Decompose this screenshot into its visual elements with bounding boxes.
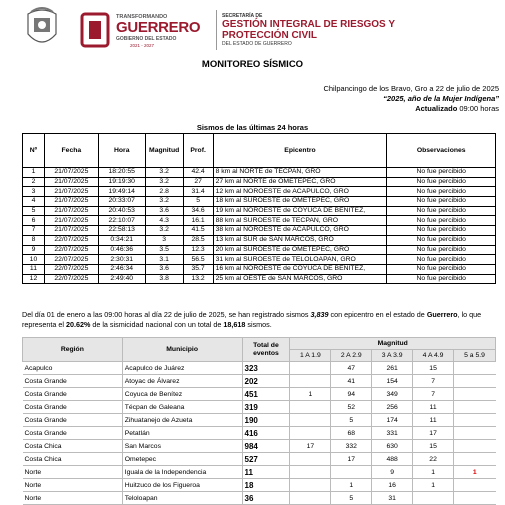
region-range-5 bbox=[454, 362, 496, 375]
col-depth: Prof. bbox=[183, 134, 213, 168]
region-range-2: 52 bbox=[331, 401, 372, 414]
summary-text-1: Del día 01 de enero a las 09:00 horas al día 22 de julio de 2025, se han registrado sismos bbox=[22, 310, 311, 319]
quake-num: 3 bbox=[23, 187, 45, 197]
quake-num: 11 bbox=[23, 264, 45, 274]
quake-date: 21/07/2025 bbox=[44, 197, 98, 207]
quake-row bbox=[23, 235, 496, 245]
region-range-3: 174 bbox=[372, 414, 413, 427]
region-municipio: San Marcos bbox=[122, 440, 242, 453]
quake-depth: 56.5 bbox=[183, 255, 213, 265]
region-row bbox=[23, 375, 496, 388]
summary-text-5: sismos. bbox=[245, 319, 272, 329]
summary-state: Guerrero bbox=[426, 310, 458, 319]
region-range-2: 332 bbox=[331, 440, 372, 453]
quake-date: 21/07/2025 bbox=[44, 216, 98, 226]
region-range-1 bbox=[290, 479, 331, 492]
quake-date: 21/07/2025 bbox=[44, 177, 98, 187]
col-epicenter: Epicentro bbox=[213, 134, 387, 168]
quake-num: 5 bbox=[23, 206, 45, 216]
quake-depth: 31.4 bbox=[183, 187, 213, 197]
region-total: 190 bbox=[242, 414, 290, 427]
region-municipio: Técpan de Galeana bbox=[122, 401, 242, 414]
region-row bbox=[23, 479, 496, 492]
region-municipio: Huitzuco de los Figueroa bbox=[122, 479, 242, 492]
col-magnitude: Magnitud bbox=[145, 134, 183, 168]
quake-epicenter: 38 km al NOROESTE de ACAPULCO, GRO bbox=[213, 226, 387, 236]
quake-row bbox=[23, 245, 496, 255]
quake-row bbox=[23, 168, 496, 178]
quake-time: 2:49:40 bbox=[98, 274, 145, 284]
region-row bbox=[23, 466, 496, 479]
quake-depth: 12.3 bbox=[183, 245, 213, 255]
col-range-4: 4 A 4.9 bbox=[413, 350, 454, 362]
quake-date: 22/07/2025 bbox=[44, 264, 98, 274]
logo-line3: GOBIERNO DEL ESTADO bbox=[116, 36, 177, 42]
quake-observations: No fue percibido bbox=[387, 216, 496, 226]
region-range-3: 16 bbox=[372, 479, 413, 492]
region-municipio: Iguala de la Independencia bbox=[122, 466, 242, 479]
region-region: Norte bbox=[23, 466, 123, 479]
col-total: Total de eventos bbox=[242, 338, 290, 362]
agency-line4: DEL ESTADO DE GUERRERO bbox=[222, 41, 292, 47]
region-range-4: 7 bbox=[413, 388, 454, 401]
quake-depth: 16.1 bbox=[183, 216, 213, 226]
region-total: 527 bbox=[242, 453, 290, 466]
region-region: Norte bbox=[23, 492, 123, 505]
updated-label: Actualizado bbox=[415, 104, 458, 113]
quake-observations: No fue percibido bbox=[387, 255, 496, 265]
quake-num: 8 bbox=[23, 235, 45, 245]
quake-row bbox=[23, 216, 496, 226]
region-municipio: Coyuca de Benítez bbox=[122, 388, 242, 401]
quake-magnitude: 3.6 bbox=[145, 264, 183, 274]
quake-depth: 42.4 bbox=[183, 168, 213, 178]
summary-text-4: de la sismicidad nacional con un total de bbox=[90, 319, 224, 329]
quake-depth: 35.7 bbox=[183, 264, 213, 274]
region-range-3: 154 bbox=[372, 375, 413, 388]
region-range-2: 41 bbox=[331, 375, 372, 388]
quake-epicenter: 19 km al NOROESTE de COYUCA DE BENITEZ, bbox=[213, 206, 387, 216]
col-range-3: 3 A 3.9 bbox=[372, 350, 413, 362]
region-range-1: 17 bbox=[290, 440, 331, 453]
region-row bbox=[23, 440, 496, 453]
quake-epicenter: 18 km al SUROESTE de OMETEPEC, GRO bbox=[213, 197, 387, 207]
quake-depth: 13.2 bbox=[183, 274, 213, 284]
quake-magnitude: 4.3 bbox=[145, 216, 183, 226]
region-range-4: 11 bbox=[413, 401, 454, 414]
region-total: 984 bbox=[242, 440, 290, 453]
quake-observations: No fue percibido bbox=[387, 197, 496, 207]
quake-time: 22:10:07 bbox=[98, 216, 145, 226]
region-range-5 bbox=[454, 453, 496, 466]
page-title: MONITOREO SÍSMICO bbox=[201, 59, 304, 70]
region-region: Norte bbox=[23, 479, 123, 492]
quake-num: 12 bbox=[23, 274, 45, 284]
region-range-1 bbox=[290, 375, 331, 388]
region-range-5 bbox=[454, 401, 496, 414]
region-range-5 bbox=[454, 479, 496, 492]
region-region: Costa Grande bbox=[23, 388, 123, 401]
region-range-3: 261 bbox=[372, 362, 413, 375]
region-range-1 bbox=[290, 401, 331, 414]
region-range-1 bbox=[290, 453, 331, 466]
region-range-2: 94 bbox=[331, 388, 372, 401]
quake-date: 21/07/2025 bbox=[44, 187, 98, 197]
region-range-4: 1 bbox=[413, 466, 454, 479]
quake-depth: 28.5 bbox=[183, 235, 213, 245]
region-range-1 bbox=[290, 427, 331, 440]
quake-magnitude: 3.6 bbox=[145, 206, 183, 216]
quake-depth: 41.5 bbox=[183, 226, 213, 236]
guerrero-emblem-icon bbox=[78, 10, 112, 50]
quake-magnitude: 3 bbox=[145, 235, 183, 245]
updated-time: 09:00 horas bbox=[459, 104, 499, 113]
regions-header-row-1 bbox=[23, 338, 496, 350]
quake-epicenter: 31 km al SUROESTE de TELOLOAPAN, GRO bbox=[213, 255, 387, 265]
region-range-5 bbox=[454, 375, 496, 388]
quake-observations: No fue percibido bbox=[387, 245, 496, 255]
quake-row bbox=[23, 187, 496, 197]
quake-magnitude: 3.2 bbox=[145, 226, 183, 236]
region-row bbox=[23, 492, 496, 505]
region-row bbox=[23, 388, 496, 401]
region-range-5 bbox=[454, 492, 496, 505]
region-total: 36 bbox=[242, 492, 290, 505]
region-range-2: 1 bbox=[331, 479, 372, 492]
region-range-4: 11 bbox=[413, 414, 454, 427]
quake-magnitude: 3.2 bbox=[145, 168, 183, 178]
region-region: Costa Grande bbox=[23, 414, 123, 427]
quake-magnitude: 2.8 bbox=[145, 187, 183, 197]
motto: “2025, año de la Mujer Indígena” bbox=[383, 94, 499, 103]
region-range-2: 5 bbox=[331, 414, 372, 427]
quake-time: 18:20:55 bbox=[98, 168, 145, 178]
region-range-2: 17 bbox=[331, 453, 372, 466]
summary-text-3: , lo que representa el bbox=[22, 310, 482, 329]
col-range-5: 5 a 5.9 bbox=[454, 350, 496, 362]
quake-num: 7 bbox=[23, 226, 45, 236]
region-row bbox=[23, 401, 496, 414]
quake-epicenter: 27 km al NORTE de OMETEPEC, GRO bbox=[213, 177, 387, 187]
col-municipio: Municipio bbox=[122, 338, 242, 362]
summary-national-total: 18,618 bbox=[223, 319, 246, 329]
col-magnitude-group: Magnitud bbox=[290, 338, 496, 350]
region-range-2 bbox=[331, 466, 372, 479]
agency-line2: GESTIÓN INTEGRAL DE RIESGOS Y bbox=[222, 19, 395, 30]
region-row bbox=[23, 427, 496, 440]
region-municipio: Atoyac de Álvarez bbox=[122, 375, 242, 388]
region-total: 451 bbox=[242, 388, 290, 401]
region-range-3: 349 bbox=[372, 388, 413, 401]
logo-line1: TRANSFORMANDO bbox=[116, 14, 168, 20]
region-total: 416 bbox=[242, 427, 290, 440]
region-range-3: 256 bbox=[372, 401, 413, 414]
region-range-1 bbox=[290, 492, 331, 505]
quake-magnitude: 3.8 bbox=[145, 274, 183, 284]
quake-epicenter: 25 km al OESTE de SAN MARCOS, GRO bbox=[213, 274, 387, 284]
region-range-4 bbox=[413, 492, 454, 505]
quake-observations: No fue percibido bbox=[387, 177, 496, 187]
region-range-2: 47 bbox=[331, 362, 372, 375]
quake-num: 10 bbox=[23, 255, 45, 265]
quake-depth: 34.6 bbox=[183, 206, 213, 216]
col-date: Fecha bbox=[44, 134, 98, 168]
quake-magnitude: 3.5 bbox=[145, 245, 183, 255]
quake-epicenter: 8 km al NORTE de TECPAN, GRO bbox=[213, 168, 387, 178]
region-range-3: 488 bbox=[372, 453, 413, 466]
header-divider bbox=[216, 10, 217, 50]
quake-date: 22/07/2025 bbox=[44, 274, 98, 284]
quake-time: 2:30:31 bbox=[98, 255, 145, 265]
region-range-1 bbox=[290, 414, 331, 427]
region-municipio: Teloloapan bbox=[122, 492, 242, 505]
quake-date: 21/07/2025 bbox=[44, 206, 98, 216]
region-range-3: 31 bbox=[372, 492, 413, 505]
quake-num: 9 bbox=[23, 245, 45, 255]
region-region: Acapulco bbox=[23, 362, 123, 375]
region-region: Costa Chica bbox=[23, 453, 123, 466]
dateline bbox=[323, 84, 499, 114]
region-range-5 bbox=[454, 440, 496, 453]
col-range-1: 1 A 1.9 bbox=[290, 350, 331, 362]
region-range-4: 1 bbox=[413, 479, 454, 492]
region-range-1 bbox=[290, 362, 331, 375]
region-total: 11 bbox=[242, 466, 290, 479]
quake-num: 1 bbox=[23, 168, 45, 178]
region-total: 202 bbox=[242, 375, 290, 388]
region-municipio: Petatlán bbox=[122, 427, 242, 440]
quake-epicenter: 12 km al NOROESTE de ACAPULCO, GRO bbox=[213, 187, 387, 197]
region-region: Costa Grande bbox=[23, 427, 123, 440]
summary-percent: 20.62% bbox=[65, 319, 91, 329]
quake-observations: No fue percibido bbox=[387, 235, 496, 245]
quake-time: 0:46:36 bbox=[98, 245, 145, 255]
region-row bbox=[23, 414, 496, 427]
quake-date: 22/07/2025 bbox=[44, 255, 98, 265]
quake-row bbox=[23, 177, 496, 187]
government-logo bbox=[78, 8, 208, 52]
quake-row bbox=[23, 226, 496, 236]
region-range-3: 9 bbox=[372, 466, 413, 479]
region-range-3: 331 bbox=[372, 427, 413, 440]
quake-time: 22:58:13 bbox=[98, 226, 145, 236]
quake-time: 2:46:34 bbox=[98, 264, 145, 274]
quake-row bbox=[23, 274, 496, 284]
quakes-table bbox=[22, 133, 496, 284]
quake-time: 0:34:21 bbox=[98, 235, 145, 245]
state-seal-icon bbox=[24, 6, 60, 50]
quake-observations: No fue percibido bbox=[387, 187, 496, 197]
quake-depth: 5 bbox=[183, 197, 213, 207]
quake-date: 21/07/2025 bbox=[44, 168, 98, 178]
quake-time: 19:49:14 bbox=[98, 187, 145, 197]
quake-magnitude: 3.2 bbox=[145, 197, 183, 207]
quake-num: 4 bbox=[23, 197, 45, 207]
region-municipio: Zihuatanejo de Azueta bbox=[122, 414, 242, 427]
regions-table bbox=[22, 337, 496, 505]
col-num: Nº bbox=[23, 134, 45, 168]
quakes-subtitle: Sismos de las últimas 24 horas bbox=[196, 123, 309, 132]
region-range-4: 22 bbox=[413, 453, 454, 466]
quake-observations: No fue percibido bbox=[387, 168, 496, 178]
document-header bbox=[0, 0, 505, 58]
agency-name bbox=[222, 13, 395, 47]
summary-count: 3,839 bbox=[310, 310, 329, 319]
region-region: Costa Grande bbox=[23, 375, 123, 388]
quake-time: 19:19:30 bbox=[98, 177, 145, 187]
logo-line2: GUERRERO bbox=[116, 19, 201, 36]
region-range-4: 15 bbox=[413, 440, 454, 453]
quake-magnitude: 3.2 bbox=[145, 177, 183, 187]
region-municipio: Acapulco de Juárez bbox=[122, 362, 242, 375]
col-region: Región bbox=[23, 338, 123, 362]
quake-observations: No fue percibido bbox=[387, 264, 496, 274]
quake-epicenter: 20 km al SUROESTE de OMETEPEC, GRO bbox=[213, 245, 387, 255]
region-range-4: 15 bbox=[413, 362, 454, 375]
quake-time: 20:40:53 bbox=[98, 206, 145, 216]
region-range-4: 17 bbox=[413, 427, 454, 440]
logo-line4: 2021 - 2027 bbox=[130, 43, 155, 48]
region-range-5 bbox=[454, 414, 496, 427]
col-observations: Observaciones bbox=[387, 134, 496, 168]
agency-line1: SECRETARÍA DE bbox=[222, 13, 263, 19]
region-range-1: 1 bbox=[290, 388, 331, 401]
region-row bbox=[23, 453, 496, 466]
region-total: 319 bbox=[242, 401, 290, 414]
region-range-5 bbox=[454, 427, 496, 440]
quake-row bbox=[23, 255, 496, 265]
quake-row bbox=[23, 197, 496, 207]
quake-num: 6 bbox=[23, 216, 45, 226]
col-time: Hora bbox=[98, 134, 145, 168]
quake-observations: No fue percibido bbox=[387, 226, 496, 236]
region-region: Costa Chica bbox=[23, 440, 123, 453]
region-municipio: Ometepec bbox=[122, 453, 242, 466]
quake-date: 22/07/2025 bbox=[44, 245, 98, 255]
region-range-5 bbox=[454, 388, 496, 401]
region-range-2: 5 bbox=[331, 492, 372, 505]
quake-date: 21/07/2025 bbox=[44, 226, 98, 236]
quake-date: 22/07/2025 bbox=[44, 235, 98, 245]
quake-row bbox=[23, 264, 496, 274]
region-range-2: 68 bbox=[331, 427, 372, 440]
region-range-4: 7 bbox=[413, 375, 454, 388]
quake-epicenter: 13 km al SUR de SAN MARCOS, GRO bbox=[213, 235, 387, 245]
quake-magnitude: 3.1 bbox=[145, 255, 183, 265]
region-total: 323 bbox=[242, 362, 290, 375]
agency-line3: PROTECCIÓN CIVIL bbox=[222, 30, 318, 41]
summary-paragraph bbox=[22, 310, 500, 329]
region-range-5: 1 bbox=[454, 466, 496, 479]
updated-line bbox=[323, 104, 499, 114]
quake-num: 2 bbox=[23, 177, 45, 187]
quake-observations: No fue percibido bbox=[387, 274, 496, 284]
summary-text-2: con epicentro en el estado de bbox=[328, 310, 427, 319]
quake-epicenter: 88 km al SUROESTE de TECPAN, GRO bbox=[213, 216, 387, 226]
quakes-header-row bbox=[23, 134, 496, 168]
region-total: 18 bbox=[242, 479, 290, 492]
quake-depth: 27 bbox=[183, 177, 213, 187]
place-date: Chilpancingo de los Bravo, Gro a 22 de julio de 2025 bbox=[323, 84, 499, 93]
quake-time: 20:33:07 bbox=[98, 197, 145, 207]
region-region: Costa Grande bbox=[23, 401, 123, 414]
region-range-1 bbox=[290, 466, 331, 479]
region-range-3: 630 bbox=[372, 440, 413, 453]
quake-epicenter: 16 km al NOROESTE de COYUCA DE BENITEZ, bbox=[213, 264, 387, 274]
quake-row bbox=[23, 206, 496, 216]
col-range-2: 2 A 2.9 bbox=[331, 350, 372, 362]
quake-observations: No fue percibido bbox=[387, 206, 496, 216]
region-row bbox=[23, 362, 496, 375]
